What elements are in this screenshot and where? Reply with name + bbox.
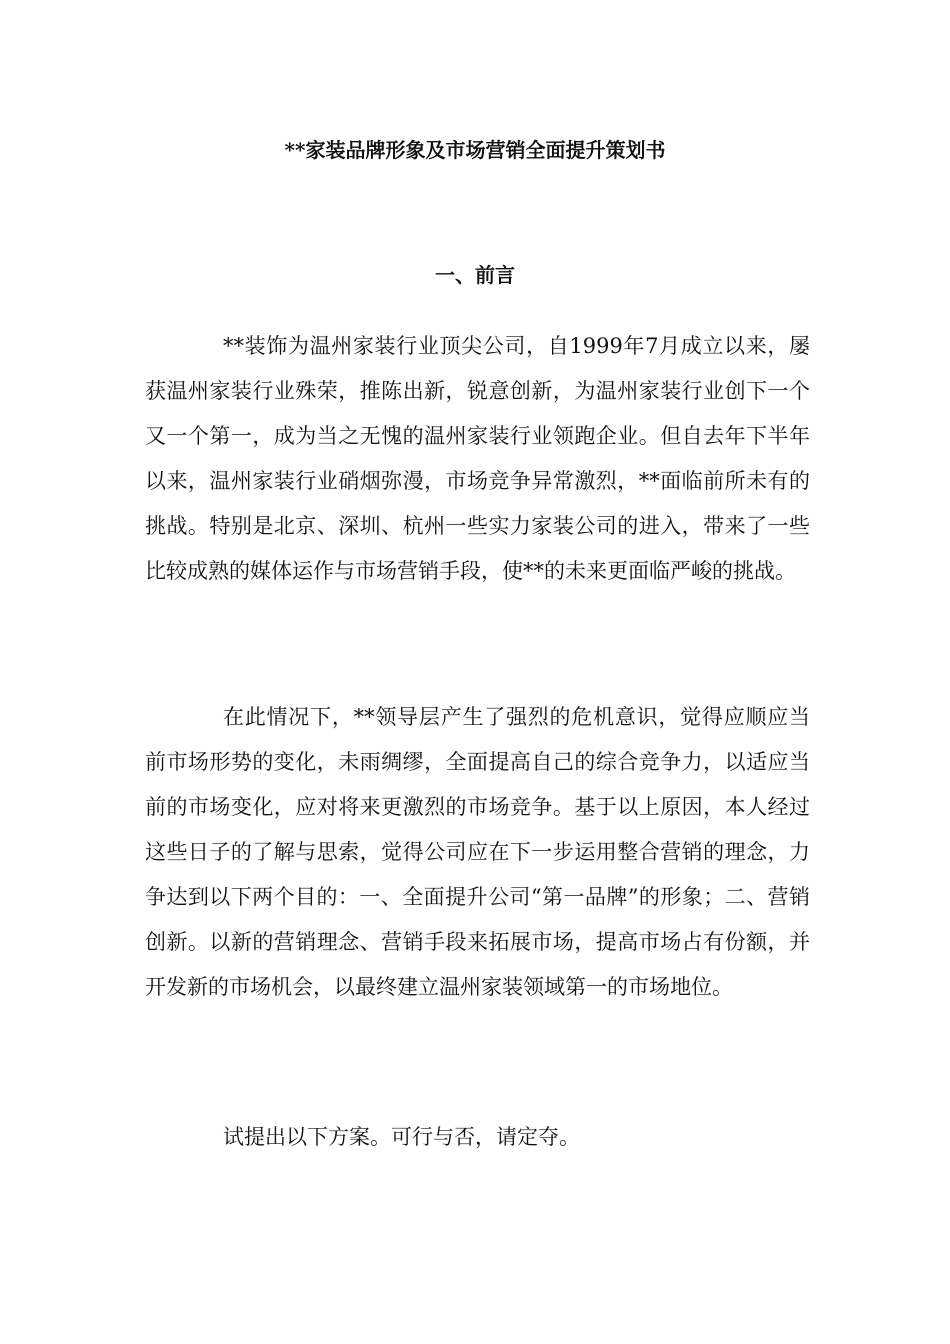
paragraph-goals: 在此情况下，**领导层产生了强烈的危机意识，觉得应顺应当前市场形势的变化，未雨绸缪，全面提高自己的综合竞争力，以适应当前的市场变化，应对将来更激烈的市场竞争。基于以上原因，本人经过这些日子的了解与思索，觉得公司应在下一步运用整合营销的理念，力争达到以下两个目的：一、全面提升公司“第一品牌”的形象；二、营销创新。以新的营销理念、营销手段来拓展市场，提高市场占有份额，并开发新的市场机会，以最终建立温州家装领域第一的市场地位。 [145, 705, 810, 999]
document-title: **家装品牌形象及市场营销全面提升策划书 [284, 138, 666, 162]
paragraph-proposal: 试提出以下方案。可行与否，请定夺。 [223, 1125, 580, 1149]
paragraph-intro: **装饰为温州家装行业顶尖公司，自1999年7月成立以来，屡获温州家装行业殊荣，推陈出新，锐意创新，为温州家装行业创下一个又一个第一，成为当之无愧的温州家装行业领跑企业。但自去年下半年以来，温州家装行业硝烟弥漫，市场竞争异常激烈，**面临前所未有的挑战。特别是北京、深圳、杭州一些实力家装公司的进入，带来了一些比较成熟的媒体运作与市场营销手段，使**的未来更面临严峻的挑战。 [145, 334, 810, 583]
section-heading: 一、前言 [435, 263, 515, 287]
